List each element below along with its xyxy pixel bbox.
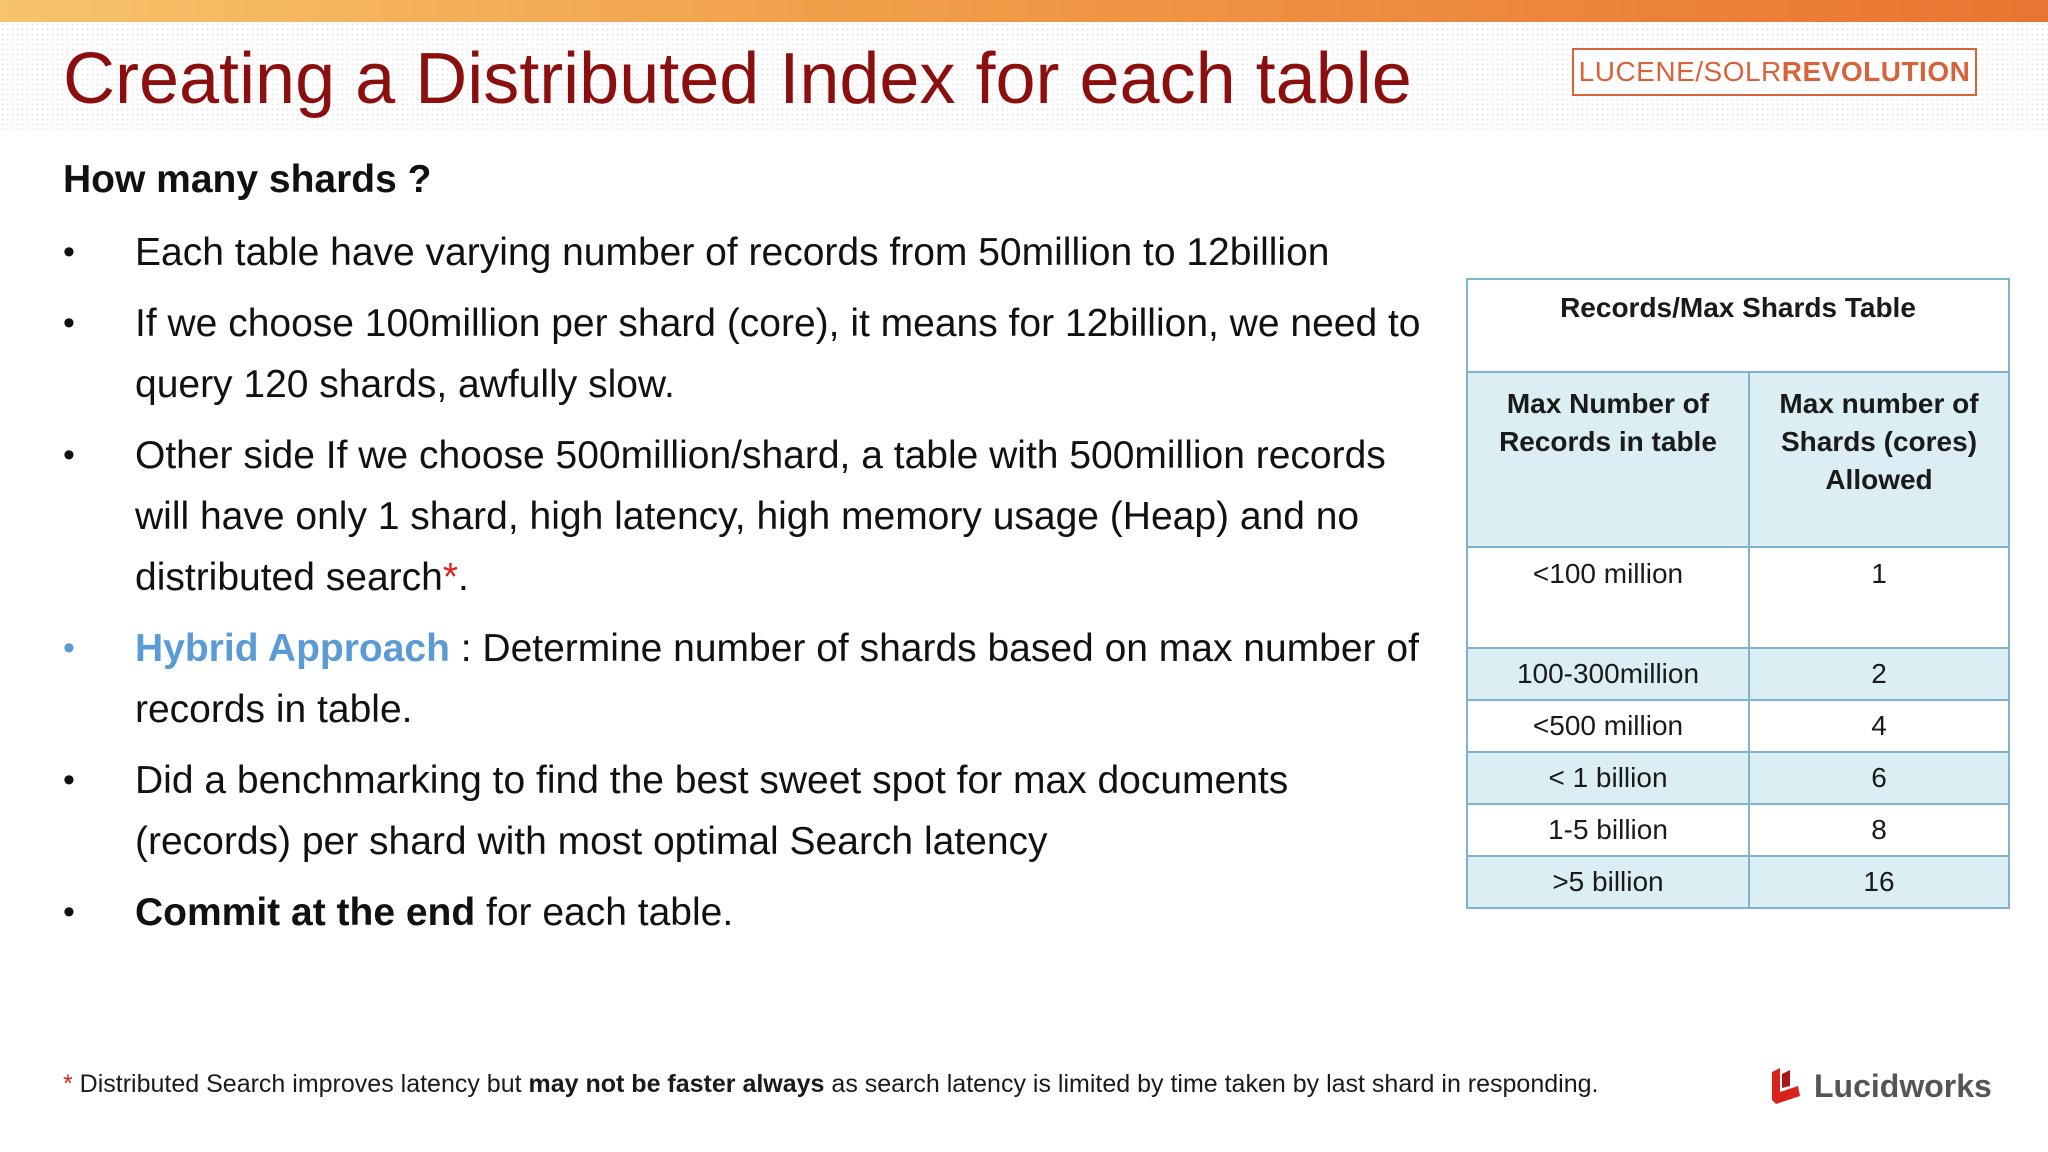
- records-shards-table: [1466, 278, 2010, 909]
- table-header-row: [1467, 372, 2009, 547]
- top-accent-bar: [0, 0, 2048, 22]
- table-caption-row: [1467, 279, 2009, 372]
- bullet-bold: Commit at the end: [135, 891, 476, 934]
- bullet-end: .: [458, 556, 469, 599]
- table-row: [1467, 700, 2009, 752]
- table-cell: 1-5 billion: [1467, 804, 1749, 856]
- table-row: [1467, 547, 2009, 648]
- table-row: [1467, 804, 2009, 856]
- bullet-item: [63, 882, 1423, 943]
- brand-logo: [1768, 1066, 1992, 1106]
- bullet-text: If we choose 100million per shard (core), it means for 12billion, we need to query 120 shards, awfully slow.: [135, 302, 1421, 406]
- table-cell: >5 billion: [1467, 856, 1749, 908]
- footnote-bold: may not be faster always: [528, 1070, 825, 1098]
- table-row: [1467, 752, 2009, 804]
- footnote-text: Distributed Search improves latency but: [72, 1070, 529, 1098]
- footnote: [63, 1070, 1598, 1099]
- bullet-highlight: Hybrid Approach: [135, 627, 450, 670]
- slide-title: Creating a Distributed Index for each table: [63, 39, 1412, 119]
- footnote-marker: *: [63, 1070, 73, 1098]
- logo-part-1: LUCENE/SOLR: [1578, 56, 1782, 87]
- bullet-icon: •: [63, 761, 75, 799]
- table-row: [1467, 856, 2009, 908]
- table-cell: 100-300million: [1467, 648, 1749, 700]
- table-caption: Records/Max Shards Table: [1467, 279, 2009, 372]
- bullet-icon: •: [63, 436, 75, 474]
- footnote-marker: *: [442, 556, 459, 599]
- bullet-item: [63, 222, 1423, 283]
- table-cell: 16: [1749, 856, 2009, 908]
- bullet-text: Did a benchmarking to find the best sweet spot for max documents (records) per shard with most optimal Search latency: [135, 759, 1289, 863]
- table-cell: 4: [1749, 700, 2009, 752]
- logo-part-2: REVOLUTION: [1781, 56, 1971, 87]
- table-cell: <500 million: [1467, 700, 1749, 752]
- table-cell: 8: [1749, 804, 2009, 856]
- section-heading: How many shards ?: [63, 158, 432, 201]
- bullet-icon: •: [63, 233, 75, 271]
- table-cell: < 1 billion: [1467, 752, 1749, 804]
- bullet-text: : Determine number of shards based on max number of records in table.: [135, 627, 1419, 731]
- table-cell: <100 million: [1467, 547, 1749, 648]
- bullet-text: Other side If we choose 500million/shard, a table with 500million records will have only 1 shard, high latency, high memory usage (Heap) and no distributed search: [135, 434, 1386, 599]
- bullet-icon: •: [63, 304, 75, 342]
- bullet-item: [63, 293, 1423, 415]
- bullet-icon: •: [63, 629, 75, 667]
- table-cell: 2: [1749, 648, 2009, 700]
- column-header: Max number of Shards (cores) Allowed: [1749, 372, 2009, 547]
- table-cell: 6: [1749, 752, 2009, 804]
- table-row: [1467, 648, 2009, 700]
- bullet-text: for each table.: [475, 891, 734, 934]
- column-header: Max Number of Records in table: [1467, 372, 1749, 547]
- table-cell: 1: [1749, 547, 2009, 648]
- bullet-item: [63, 750, 1423, 872]
- bullet-item: [63, 618, 1423, 740]
- bullet-icon: •: [63, 893, 75, 931]
- bullet-text: Each table have varying number of records from 50million to 12billion: [135, 231, 1330, 274]
- lucidworks-logo-icon: [1768, 1066, 1804, 1106]
- bullet-list: [63, 222, 1423, 953]
- conference-logo: [1572, 48, 1977, 96]
- bullet-item: [63, 425, 1423, 608]
- brand-name: Lucidworks: [1814, 1067, 1992, 1104]
- footnote-text-end: as search latency is limited by time taken by last shard in responding.: [824, 1070, 1599, 1098]
